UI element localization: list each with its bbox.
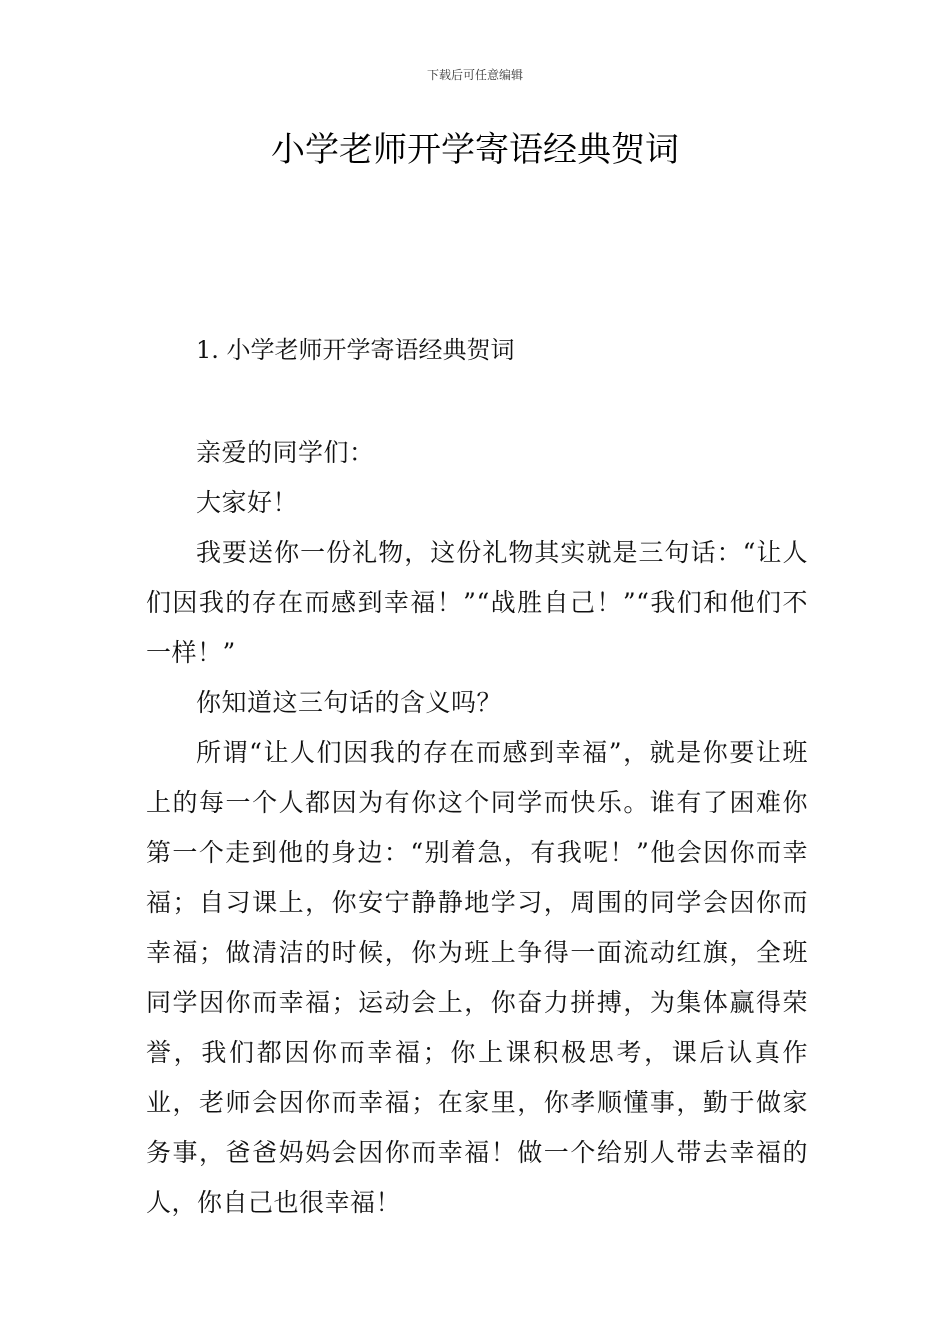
question-paragraph: 你知道这三句话的含义吗？: [196, 688, 503, 717]
document-title: 小学老师开学寄语经典贺词: [271, 130, 679, 170]
document-body: [146, 428, 808, 1228]
header-note: 下载后可任意编辑: [426, 68, 523, 82]
section-heading: 1. 小学老师开学寄语经典贺词: [196, 336, 515, 364]
gift-paragraph: 我要送你一份礼物，这份礼物其实就是三句话：“让人们因我的存在而感到幸福！”“战胜自己！”“我们和他们不一样！”: [146, 538, 808, 667]
explanation-paragraph: 所谓“让人们因我的存在而感到幸福”，就是你要让班上的每一个人都因为有你这个同学而快乐。谁有了困难你第一个走到他的身边：“别着急，有我呢！”他会因你而幸福；自习课上，你安宁静静地学习，周围的同学会因你而幸福；做清洁的时候，你为班上争得一面流动红旗，全班同学因你而幸福；运动会上，你奋力拼搏，为集体赢得荣誉，我们都因你而幸福；你上课积极思考，课后认真作业，老师会因你而幸福；在家里，你孝顺懂事，勤于做家务事，爸爸妈妈会因你而幸福！做一个给别人带去幸福的人，你自己也很幸福！: [146, 738, 808, 1217]
greeting-paragraph: 大家好！: [196, 488, 299, 517]
salutation-paragraph: 亲爱的同学们：: [196, 438, 375, 467]
